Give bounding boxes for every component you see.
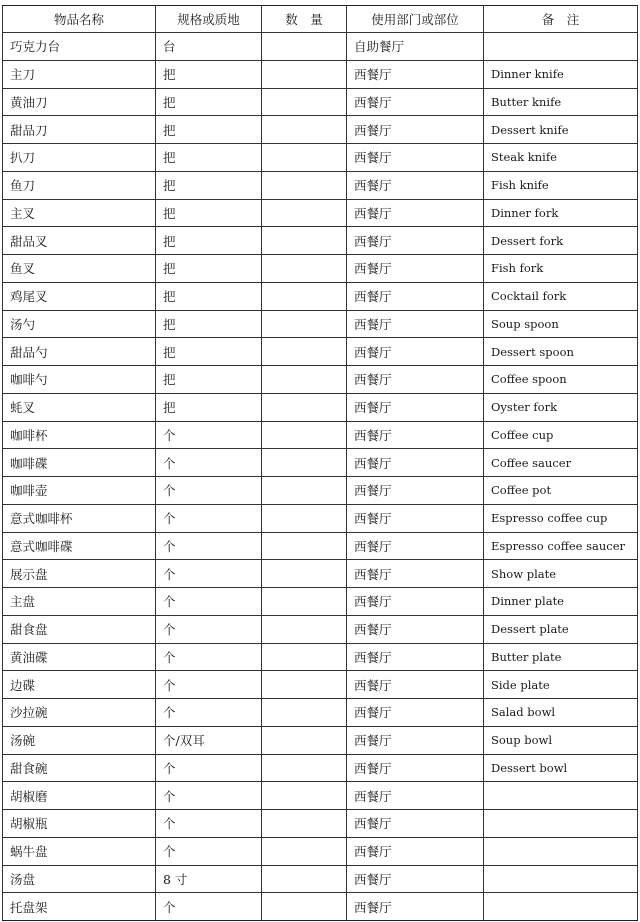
department-cell: 西餐厅 (347, 754, 484, 782)
department-cell: 西餐厅 (347, 532, 484, 560)
remarks-cell: Soup spoon (484, 310, 638, 338)
spec-cell: 个 (156, 615, 262, 643)
tableware-inventory-table (2, 5, 638, 921)
quantity-cell (262, 116, 347, 144)
department-cell: 西餐厅 (347, 144, 484, 172)
remarks-cell: Dinner fork (484, 199, 638, 227)
item-name-cell: 主叉 (3, 199, 156, 227)
item-name-cell: 主刀 (3, 60, 156, 88)
quantity-cell (262, 671, 347, 699)
quantity-cell (262, 477, 347, 505)
item-name-cell: 汤盘 (3, 865, 156, 893)
item-name-cell: 托盘架 (3, 893, 156, 921)
spec-cell: 把 (156, 393, 262, 421)
item-name-cell: 沙拉碗 (3, 699, 156, 727)
quantity-cell (262, 393, 347, 421)
header-spec: 规格或质地 (156, 6, 262, 33)
department-cell: 西餐厅 (347, 782, 484, 810)
table-row (3, 171, 638, 199)
table-row (3, 33, 638, 61)
remarks-cell: Butter plate (484, 643, 638, 671)
department-cell: 西餐厅 (347, 60, 484, 88)
item-name-cell: 巧克力台 (3, 33, 156, 61)
table-row (3, 449, 638, 477)
quantity-cell (262, 699, 347, 727)
table-row (3, 560, 638, 588)
spec-cell: 把 (156, 366, 262, 394)
department-cell: 西餐厅 (347, 310, 484, 338)
quantity-cell (262, 88, 347, 116)
item-name-cell: 甜品刀 (3, 116, 156, 144)
remarks-cell (484, 782, 638, 810)
table-row (3, 255, 638, 283)
remarks-cell: Side plate (484, 671, 638, 699)
quantity-cell (262, 144, 347, 172)
table-row (3, 643, 638, 671)
department-cell: 西餐厅 (347, 477, 484, 505)
spec-cell: 个 (156, 477, 262, 505)
item-name-cell: 展示盘 (3, 560, 156, 588)
table-row (3, 893, 638, 921)
remarks-cell: Coffee spoon (484, 366, 638, 394)
item-name-cell: 扒刀 (3, 144, 156, 172)
header-remarks: 备 注 (484, 6, 638, 33)
header-department: 使用部门或部位 (347, 6, 484, 33)
quantity-cell (262, 754, 347, 782)
department-cell: 西餐厅 (347, 837, 484, 865)
remarks-cell: Coffee cup (484, 421, 638, 449)
remarks-cell: Dessert fork (484, 227, 638, 255)
inventory-sheet (2, 5, 638, 921)
table-row (3, 310, 638, 338)
spec-cell: 把 (156, 227, 262, 255)
item-name-cell: 甜食碗 (3, 754, 156, 782)
spec-cell: 个/双耳 (156, 726, 262, 754)
quantity-cell (262, 227, 347, 255)
spec-cell: 个 (156, 532, 262, 560)
spec-cell: 把 (156, 88, 262, 116)
department-cell: 西餐厅 (347, 643, 484, 671)
table-row (3, 726, 638, 754)
remarks-cell: Fish knife (484, 171, 638, 199)
table-row (3, 837, 638, 865)
table-header-row (3, 6, 638, 33)
department-cell: 西餐厅 (347, 366, 484, 394)
spec-cell: 8 寸 (156, 865, 262, 893)
item-name-cell: 胡椒瓶 (3, 810, 156, 838)
item-name-cell: 胡椒磨 (3, 782, 156, 810)
quantity-cell (262, 199, 347, 227)
table-row (3, 144, 638, 172)
table-row (3, 615, 638, 643)
quantity-cell (262, 338, 347, 366)
quantity-cell (262, 726, 347, 754)
item-name-cell: 意式咖啡碟 (3, 532, 156, 560)
table-row (3, 671, 638, 699)
remarks-cell: Cocktail fork (484, 282, 638, 310)
department-cell: 西餐厅 (347, 393, 484, 421)
item-name-cell: 蜗牛盘 (3, 837, 156, 865)
department-cell: 西餐厅 (347, 116, 484, 144)
item-name-cell: 咖啡碟 (3, 449, 156, 477)
quantity-cell (262, 449, 347, 477)
table-row (3, 282, 638, 310)
table-row (3, 393, 638, 421)
quantity-cell (262, 588, 347, 616)
table-body (3, 33, 638, 921)
quantity-cell (262, 865, 347, 893)
spec-cell: 个 (156, 421, 262, 449)
remarks-cell: Dessert plate (484, 615, 638, 643)
spec-cell: 个 (156, 699, 262, 727)
spec-cell: 把 (156, 171, 262, 199)
remarks-cell: Show plate (484, 560, 638, 588)
quantity-cell (262, 33, 347, 61)
remarks-cell: Coffee pot (484, 477, 638, 505)
department-cell: 西餐厅 (347, 199, 484, 227)
table-row (3, 810, 638, 838)
spec-cell: 把 (156, 282, 262, 310)
item-name-cell: 边碟 (3, 671, 156, 699)
table-row (3, 116, 638, 144)
remarks-cell: Dessert spoon (484, 338, 638, 366)
remarks-cell: Steak knife (484, 144, 638, 172)
quantity-cell (262, 532, 347, 560)
item-name-cell: 甜食盘 (3, 615, 156, 643)
table-row (3, 865, 638, 893)
spec-cell: 个 (156, 588, 262, 616)
department-cell: 西餐厅 (347, 504, 484, 532)
quantity-cell (262, 615, 347, 643)
table-row (3, 477, 638, 505)
remarks-cell (484, 893, 638, 921)
table-row (3, 754, 638, 782)
remarks-cell: Oyster fork (484, 393, 638, 421)
department-cell: 西餐厅 (347, 227, 484, 255)
department-cell: 西餐厅 (347, 255, 484, 283)
remarks-cell: Dessert knife (484, 116, 638, 144)
item-name-cell: 黄油刀 (3, 88, 156, 116)
remarks-cell: Coffee saucer (484, 449, 638, 477)
remarks-cell: Dinner plate (484, 588, 638, 616)
item-name-cell: 汤碗 (3, 726, 156, 754)
quantity-cell (262, 421, 347, 449)
department-cell: 西餐厅 (347, 699, 484, 727)
header-item-name: 物品名称 (3, 6, 156, 33)
item-name-cell: 咖啡壶 (3, 477, 156, 505)
department-cell: 西餐厅 (347, 588, 484, 616)
remarks-cell (484, 865, 638, 893)
remarks-cell (484, 810, 638, 838)
item-name-cell: 鱼叉 (3, 255, 156, 283)
spec-cell: 个 (156, 782, 262, 810)
spec-cell: 把 (156, 338, 262, 366)
department-cell: 西餐厅 (347, 615, 484, 643)
table-row (3, 88, 638, 116)
item-name-cell: 黄油碟 (3, 643, 156, 671)
quantity-cell (262, 366, 347, 394)
spec-cell: 台 (156, 33, 262, 61)
table-row (3, 588, 638, 616)
quantity-cell (262, 643, 347, 671)
spec-cell: 个 (156, 754, 262, 782)
quantity-cell (262, 893, 347, 921)
item-name-cell: 鱼刀 (3, 171, 156, 199)
department-cell: 西餐厅 (347, 893, 484, 921)
item-name-cell: 甜品叉 (3, 227, 156, 255)
department-cell: 西餐厅 (347, 671, 484, 699)
spec-cell: 把 (156, 199, 262, 227)
department-cell: 西餐厅 (347, 865, 484, 893)
quantity-cell (262, 560, 347, 588)
item-name-cell: 汤勺 (3, 310, 156, 338)
remarks-cell: Dessert bowl (484, 754, 638, 782)
table-row (3, 199, 638, 227)
spec-cell: 个 (156, 837, 262, 865)
quantity-cell (262, 504, 347, 532)
quantity-cell (262, 810, 347, 838)
remarks-cell: Espresso coffee cup (484, 504, 638, 532)
item-name-cell: 鸡尾叉 (3, 282, 156, 310)
table-row (3, 699, 638, 727)
spec-cell: 把 (156, 116, 262, 144)
table-row (3, 504, 638, 532)
spec-cell: 个 (156, 560, 262, 588)
item-name-cell: 主盘 (3, 588, 156, 616)
remarks-cell: Soup bowl (484, 726, 638, 754)
spec-cell: 把 (156, 310, 262, 338)
spec-cell: 个 (156, 643, 262, 671)
department-cell: 西餐厅 (347, 810, 484, 838)
remarks-cell: Salad bowl (484, 699, 638, 727)
item-name-cell: 咖啡勺 (3, 366, 156, 394)
department-cell: 西餐厅 (347, 171, 484, 199)
item-name-cell: 甜品勺 (3, 338, 156, 366)
item-name-cell: 意式咖啡杯 (3, 504, 156, 532)
remarks-cell: Espresso coffee saucer (484, 532, 638, 560)
remarks-cell: Fish fork (484, 255, 638, 283)
spec-cell: 个 (156, 810, 262, 838)
department-cell: 西餐厅 (347, 88, 484, 116)
spec-cell: 个 (156, 671, 262, 699)
item-name-cell: 咖啡杯 (3, 421, 156, 449)
remarks-cell (484, 837, 638, 865)
table-row (3, 227, 638, 255)
table-row (3, 338, 638, 366)
department-cell: 西餐厅 (347, 421, 484, 449)
spec-cell: 把 (156, 144, 262, 172)
spec-cell: 把 (156, 255, 262, 283)
table-row (3, 782, 638, 810)
quantity-cell (262, 310, 347, 338)
spec-cell: 个 (156, 893, 262, 921)
quantity-cell (262, 171, 347, 199)
department-cell: 西餐厅 (347, 726, 484, 754)
spec-cell: 把 (156, 60, 262, 88)
department-cell: 西餐厅 (347, 449, 484, 477)
header-quantity: 数 量 (262, 6, 347, 33)
department-cell: 西餐厅 (347, 338, 484, 366)
quantity-cell (262, 60, 347, 88)
spec-cell: 个 (156, 504, 262, 532)
table-row (3, 421, 638, 449)
remarks-cell (484, 33, 638, 61)
table-row (3, 532, 638, 560)
department-cell: 自助餐厅 (347, 33, 484, 61)
quantity-cell (262, 782, 347, 810)
quantity-cell (262, 837, 347, 865)
quantity-cell (262, 255, 347, 283)
table-row (3, 60, 638, 88)
spec-cell: 个 (156, 449, 262, 477)
item-name-cell: 蚝叉 (3, 393, 156, 421)
remarks-cell: Butter knife (484, 88, 638, 116)
department-cell: 西餐厅 (347, 560, 484, 588)
table-row (3, 366, 638, 394)
remarks-cell: Dinner knife (484, 60, 638, 88)
quantity-cell (262, 282, 347, 310)
department-cell: 西餐厅 (347, 282, 484, 310)
